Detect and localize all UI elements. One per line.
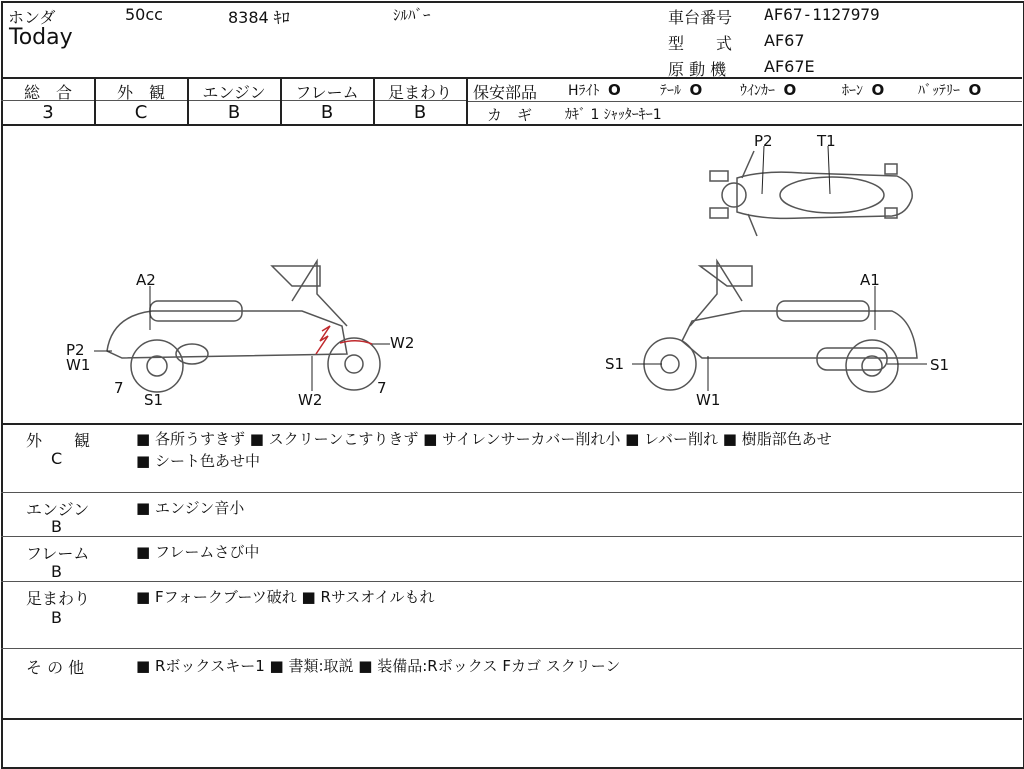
note-suspension-grade: B <box>51 608 62 627</box>
safety-item-label: ﾃｰﾙ <box>660 83 681 99</box>
diagram-label: 7 <box>377 379 387 397</box>
safety-item-label: ｳｲﾝｶｰ <box>740 83 775 99</box>
key-label: カ ギ <box>487 106 533 124</box>
safety-item-label: ﾎｰﾝ <box>842 83 863 99</box>
diagram-label: S1 <box>930 356 950 374</box>
model-name: Today <box>9 25 73 50</box>
type-value: AF67 <box>764 31 805 50</box>
note-frame-grade: B <box>51 562 62 581</box>
frame-no: AF67-1127979 <box>764 5 880 24</box>
diagram-label: A1 <box>860 271 880 289</box>
grade-top-rule <box>1 77 1022 79</box>
grade-overall-value: 3 <box>42 102 54 123</box>
diagram-label: P2 <box>754 132 773 150</box>
safety-item-battery <box>918 80 981 100</box>
safety-item-winker <box>740 80 796 100</box>
safety-item-mark: O <box>689 81 703 99</box>
grade-engine-label: エンジン <box>202 83 266 102</box>
diagram-label: S1 <box>605 355 625 373</box>
note-engine-grade: B <box>51 517 62 536</box>
safety-label: 保安部品 <box>473 83 538 102</box>
engine-value: AF67E <box>764 57 815 76</box>
diagram-label: W2 <box>298 391 323 409</box>
note-suspension-line: ■ Fフォークブーツ破れ ■ Rサスオイルもれ <box>136 588 435 606</box>
safety-item-mark: O <box>607 81 621 99</box>
notes-bottom-rule <box>1 718 1022 720</box>
notes-rule <box>1 648 1022 649</box>
diagram-label: W1 <box>696 391 721 409</box>
safety-item-mark: O <box>871 81 885 99</box>
safety-item-label: ﾊﾞｯﾃﾘｰ <box>918 83 960 99</box>
maker: ホンダ <box>8 8 56 27</box>
notes-rule <box>1 536 1022 537</box>
safety-item-mark: O <box>968 81 982 99</box>
safety-mid-rule <box>467 101 1022 102</box>
grade-frame-value: B <box>320 102 334 123</box>
note-frame-label: フレーム <box>26 544 90 563</box>
notes-top-rule <box>1 423 1022 425</box>
grade-overall-label: 総 合 <box>23 83 72 102</box>
mileage: 8384 ｷﾛ <box>228 8 290 27</box>
grade-suspension-value: B <box>413 102 427 123</box>
notes-rule <box>1 581 1022 582</box>
grade-frame-label: フレーム <box>295 83 359 102</box>
note-other-line: ■ Rボックスキー1 ■ 書類:取説 ■ 装備品:Rボックス Fカゴ スクリーン <box>136 657 621 675</box>
note-suspension-label: 足まわり <box>26 589 91 608</box>
safety-item-mark: O <box>783 81 797 99</box>
note-exterior-line: ■ シート色あせ中 <box>136 452 260 470</box>
note-other-label: そ の 他 <box>26 658 85 677</box>
diagram-label: W2 <box>390 334 415 352</box>
key-value: ｶｷﾞ 1 ｼｬｯﾀｰｷｰ1 <box>565 107 662 123</box>
diagram-label: T1 <box>817 132 836 150</box>
diagram-label: P2 <box>66 341 85 359</box>
diagram-label: S1 <box>144 391 164 409</box>
damage-diagram <box>2 126 1022 422</box>
note-exterior-label: 外 観 <box>26 431 91 450</box>
safety-item-label: Hﾗｲﾄ <box>568 83 600 99</box>
diagram-label: A2 <box>136 271 156 289</box>
notes-rule <box>1 492 1022 493</box>
grade-exterior-value: C <box>134 102 148 123</box>
diagram-label: W1 <box>66 356 91 374</box>
damage-mark <box>316 326 330 354</box>
grade-engine-value: B <box>227 102 241 123</box>
safety-item-tail <box>660 80 702 100</box>
color: ｼﾙﾊﾞｰ <box>393 6 431 24</box>
top-view-scooter <box>710 151 912 236</box>
diagram-label: 7 <box>114 379 124 397</box>
grade-col-divider <box>466 78 468 124</box>
type-label: 型 式 <box>668 34 733 53</box>
callout-lines <box>94 146 927 391</box>
grade-exterior-label: 外 観 <box>116 83 165 102</box>
note-exterior-line: ■ 各所うすきず ■ スクリーンこすりきず ■ サイレンサーカバー削れ小 ■ レバー削れ ■ 樹脂部色あせ <box>136 430 832 448</box>
grade-suspension-label: 足まわり <box>387 83 452 102</box>
note-exterior-grade: C <box>51 449 63 468</box>
note-frame-line: ■ フレームさび中 <box>136 543 260 561</box>
note-engine-label: エンジン <box>26 500 90 519</box>
safety-item-horn <box>842 80 884 100</box>
safety-item-headlight <box>568 80 621 100</box>
engine-label: 原 動 機 <box>668 60 727 79</box>
frame-no-label: 車台番号 <box>668 8 733 27</box>
note-engine-line: ■ エンジン音小 <box>136 499 245 517</box>
displacement: 50cc <box>125 5 163 24</box>
